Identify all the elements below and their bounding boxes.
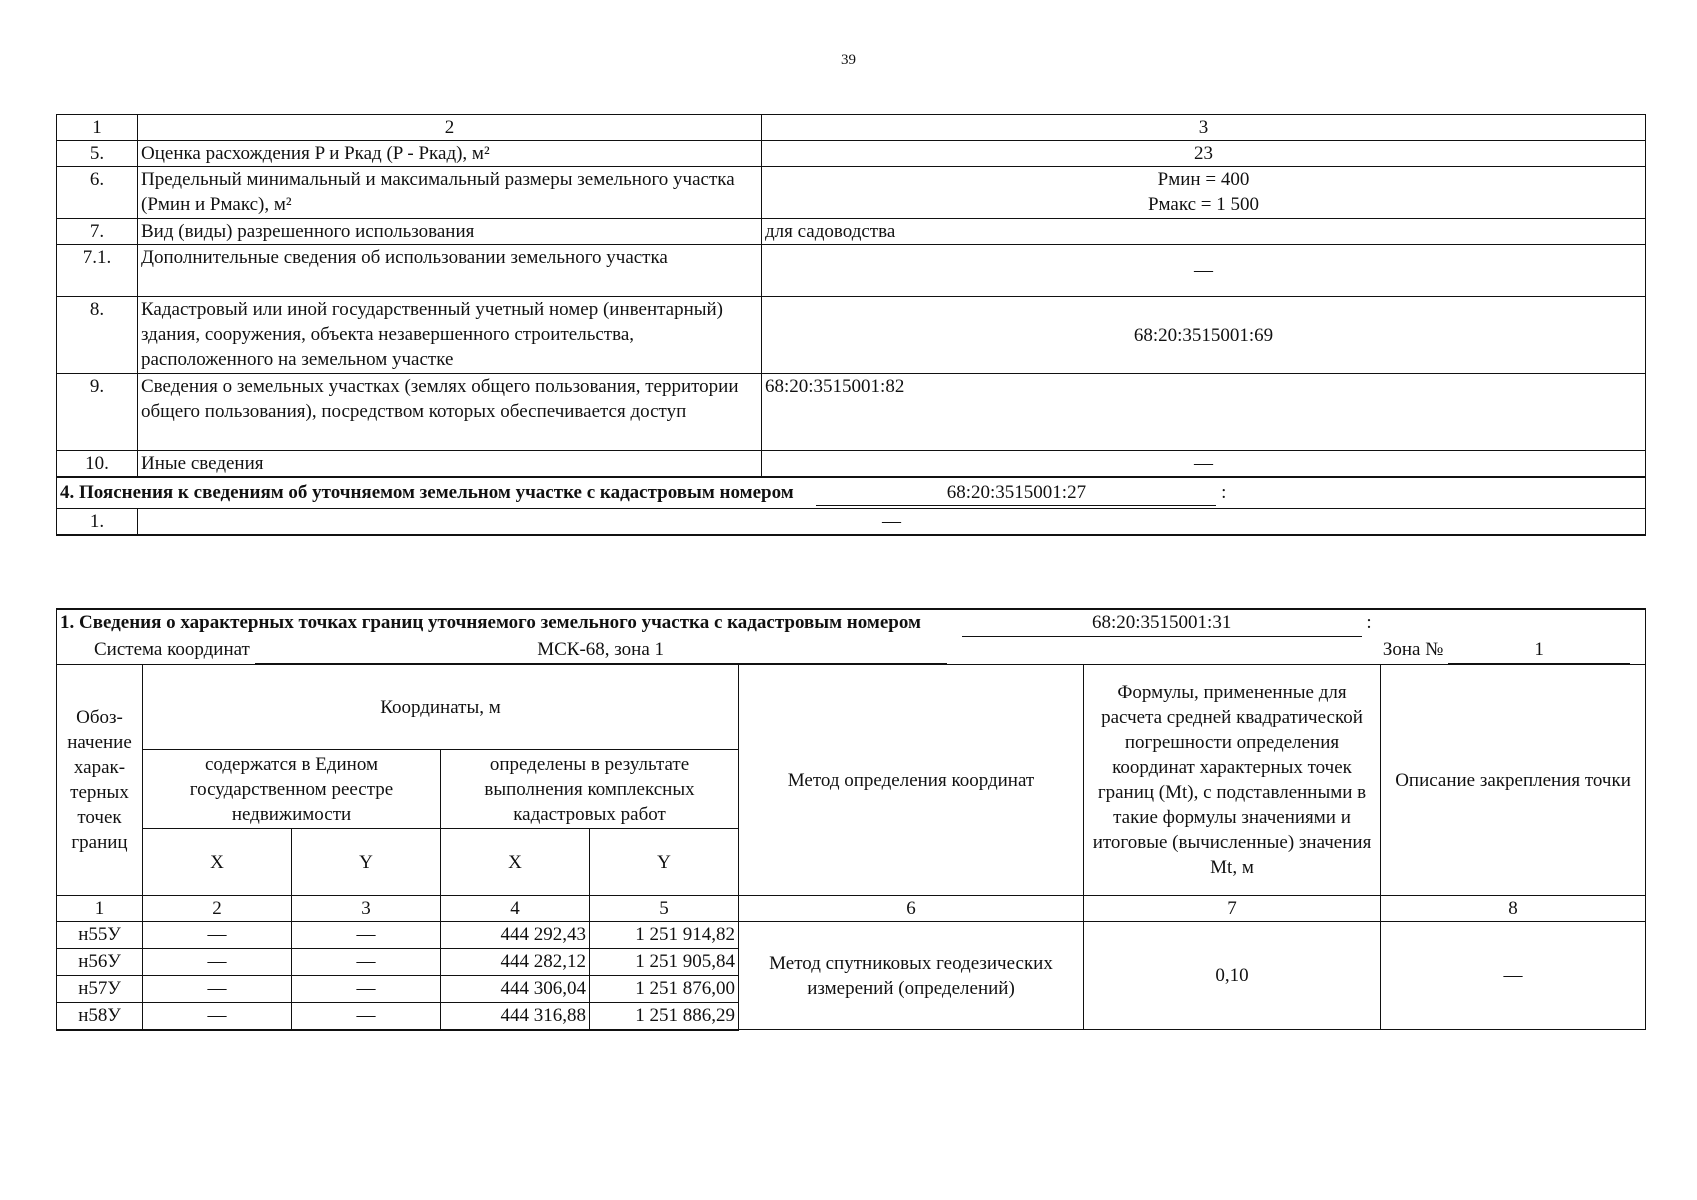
section-4-header bbox=[57, 477, 1646, 508]
row-number: 7. bbox=[57, 219, 138, 245]
min-size-value: Рмин = 400 bbox=[1157, 169, 1250, 190]
max-size-value: Рмакс = 1 500 bbox=[1147, 194, 1260, 215]
point-name: н56У bbox=[57, 949, 143, 976]
land-info-table bbox=[56, 114, 1646, 536]
row-number: 8. bbox=[57, 297, 138, 374]
registry-y: — bbox=[292, 922, 441, 949]
section-1-header bbox=[57, 609, 1646, 665]
section-4-cadastral-number: 68:20:3515001:27 bbox=[816, 480, 1216, 506]
fixing-header: Описание закрепления точки bbox=[1381, 665, 1646, 896]
col-number: 2 bbox=[143, 896, 292, 922]
zone-label: Зона № bbox=[1382, 639, 1444, 660]
row-number: 7.1. bbox=[57, 245, 138, 297]
row-value: 68:20:3515001:82 bbox=[762, 374, 1646, 451]
row-value: для садоводства bbox=[762, 219, 1646, 245]
x-header: X bbox=[441, 829, 590, 896]
coord-system-value: МСК-68, зона 1 bbox=[255, 637, 947, 664]
y-header: Y bbox=[590, 829, 739, 896]
point-x: 444 292,43 bbox=[441, 922, 590, 949]
col-number: 1 bbox=[57, 896, 143, 922]
col-number: 3 bbox=[292, 896, 441, 922]
point-name: н58У bbox=[57, 1003, 143, 1030]
point-name: н55У bbox=[57, 922, 143, 949]
registry-x: — bbox=[143, 976, 292, 1003]
row-number: 6. bbox=[57, 167, 138, 219]
in-registry-header: содержатся в Едином государственном реестре недвижимости bbox=[143, 750, 441, 829]
row-label: Вид (виды) разрешенного использования bbox=[138, 219, 762, 245]
point-name: н57У bbox=[57, 976, 143, 1003]
row-number: 1. bbox=[57, 508, 138, 535]
row-value: — bbox=[762, 245, 1646, 297]
y-header: Y bbox=[292, 829, 441, 896]
point-y: 1 251 876,00 bbox=[590, 976, 739, 1003]
designation-header: Обоз-начение харак-терных точек границ bbox=[57, 665, 143, 896]
point-y: 1 251 914,82 bbox=[590, 922, 739, 949]
boundary-points-table bbox=[56, 608, 1646, 1031]
point-y: 1 251 886,29 bbox=[590, 1003, 739, 1030]
row-number: 9. bbox=[57, 374, 138, 451]
point-y: 1 251 905,84 bbox=[590, 949, 739, 976]
col-number: 4 bbox=[441, 896, 590, 922]
coordinates-header: Координаты, м bbox=[143, 665, 739, 750]
registry-y: — bbox=[292, 1003, 441, 1030]
point-x: 444 316,88 bbox=[441, 1003, 590, 1030]
x-header: X bbox=[143, 829, 292, 896]
section-4-title: 4. Пояснения к сведениям об уточняемом земельном участке с кадастровым номером bbox=[60, 481, 794, 503]
method-value: Метод спутниковых геодезических измерений (определений) bbox=[739, 922, 1084, 1030]
row-label: Сведения о земельных участках (землях общего пользования, территории общего пользования), посредством которых обеспечивается доступ bbox=[138, 374, 762, 451]
row-value: — bbox=[762, 451, 1646, 478]
determined-header: определены в результате выполнения комплексных кадастровых работ bbox=[441, 750, 739, 829]
row-label: Предельный минимальный и максимальный размеры земельного участка (Рмин и Рмакс), м² bbox=[138, 167, 762, 219]
col-header: 1 bbox=[57, 115, 138, 141]
page-number: 39 bbox=[841, 52, 856, 68]
mt-value: 0,10 bbox=[1084, 922, 1381, 1030]
col-number: 6 bbox=[739, 896, 1084, 922]
row-label: Оценка расхождения P и Ркад (P - Ркад), м² bbox=[138, 141, 762, 167]
row-value: — bbox=[138, 508, 1646, 535]
row-label: Дополнительные сведения об использовании земельного участка bbox=[138, 245, 762, 297]
coord-system-label: Система координат bbox=[94, 639, 250, 660]
col-header: 2 bbox=[138, 115, 762, 141]
registry-x: — bbox=[143, 922, 292, 949]
row-label: Кадастровый или иной государственный учетный номер (инвентарный) здания, сооружения, объекта незавершенного строительства, расположенного на земельном участке bbox=[138, 297, 762, 374]
row-number: 5. bbox=[57, 141, 138, 167]
method-header: Метод определения координат bbox=[739, 665, 1084, 896]
point-x: 444 282,12 bbox=[441, 949, 590, 976]
section-1-colon: : bbox=[1366, 612, 1372, 633]
section-1-title: 1. Сведения о характерных точках границ уточняемого земельного участка с кадастровым номером bbox=[60, 612, 921, 633]
col-number: 7 bbox=[1084, 896, 1381, 922]
col-header: 3 bbox=[762, 115, 1646, 141]
row-number: 10. bbox=[57, 451, 138, 478]
registry-y: — bbox=[292, 949, 441, 976]
zone-value: 1 bbox=[1448, 637, 1630, 664]
fixing-value: — bbox=[1381, 922, 1646, 1030]
registry-x: — bbox=[143, 1003, 292, 1030]
section-1-cadastral-number: 68:20:3515001:31 bbox=[962, 610, 1362, 637]
row-label: Иные сведения bbox=[138, 451, 762, 478]
col-number: 8 bbox=[1381, 896, 1646, 922]
formulas-header: Формулы, примененные для расчета средней квадратической погрешности определения координат характерных точек границ (Mt), с подставленными в такие формулы значениями и итоговые (вычисленные) значения Mt, м bbox=[1084, 665, 1381, 896]
col-number: 5 bbox=[590, 896, 739, 922]
registry-y: — bbox=[292, 976, 441, 1003]
row-value bbox=[762, 167, 1646, 219]
registry-x: — bbox=[143, 949, 292, 976]
row-value: 68:20:3515001:69 bbox=[762, 297, 1646, 374]
row-value: 23 bbox=[762, 141, 1646, 167]
section-4-colon: : bbox=[1221, 481, 1227, 503]
point-x: 444 306,04 bbox=[441, 976, 590, 1003]
